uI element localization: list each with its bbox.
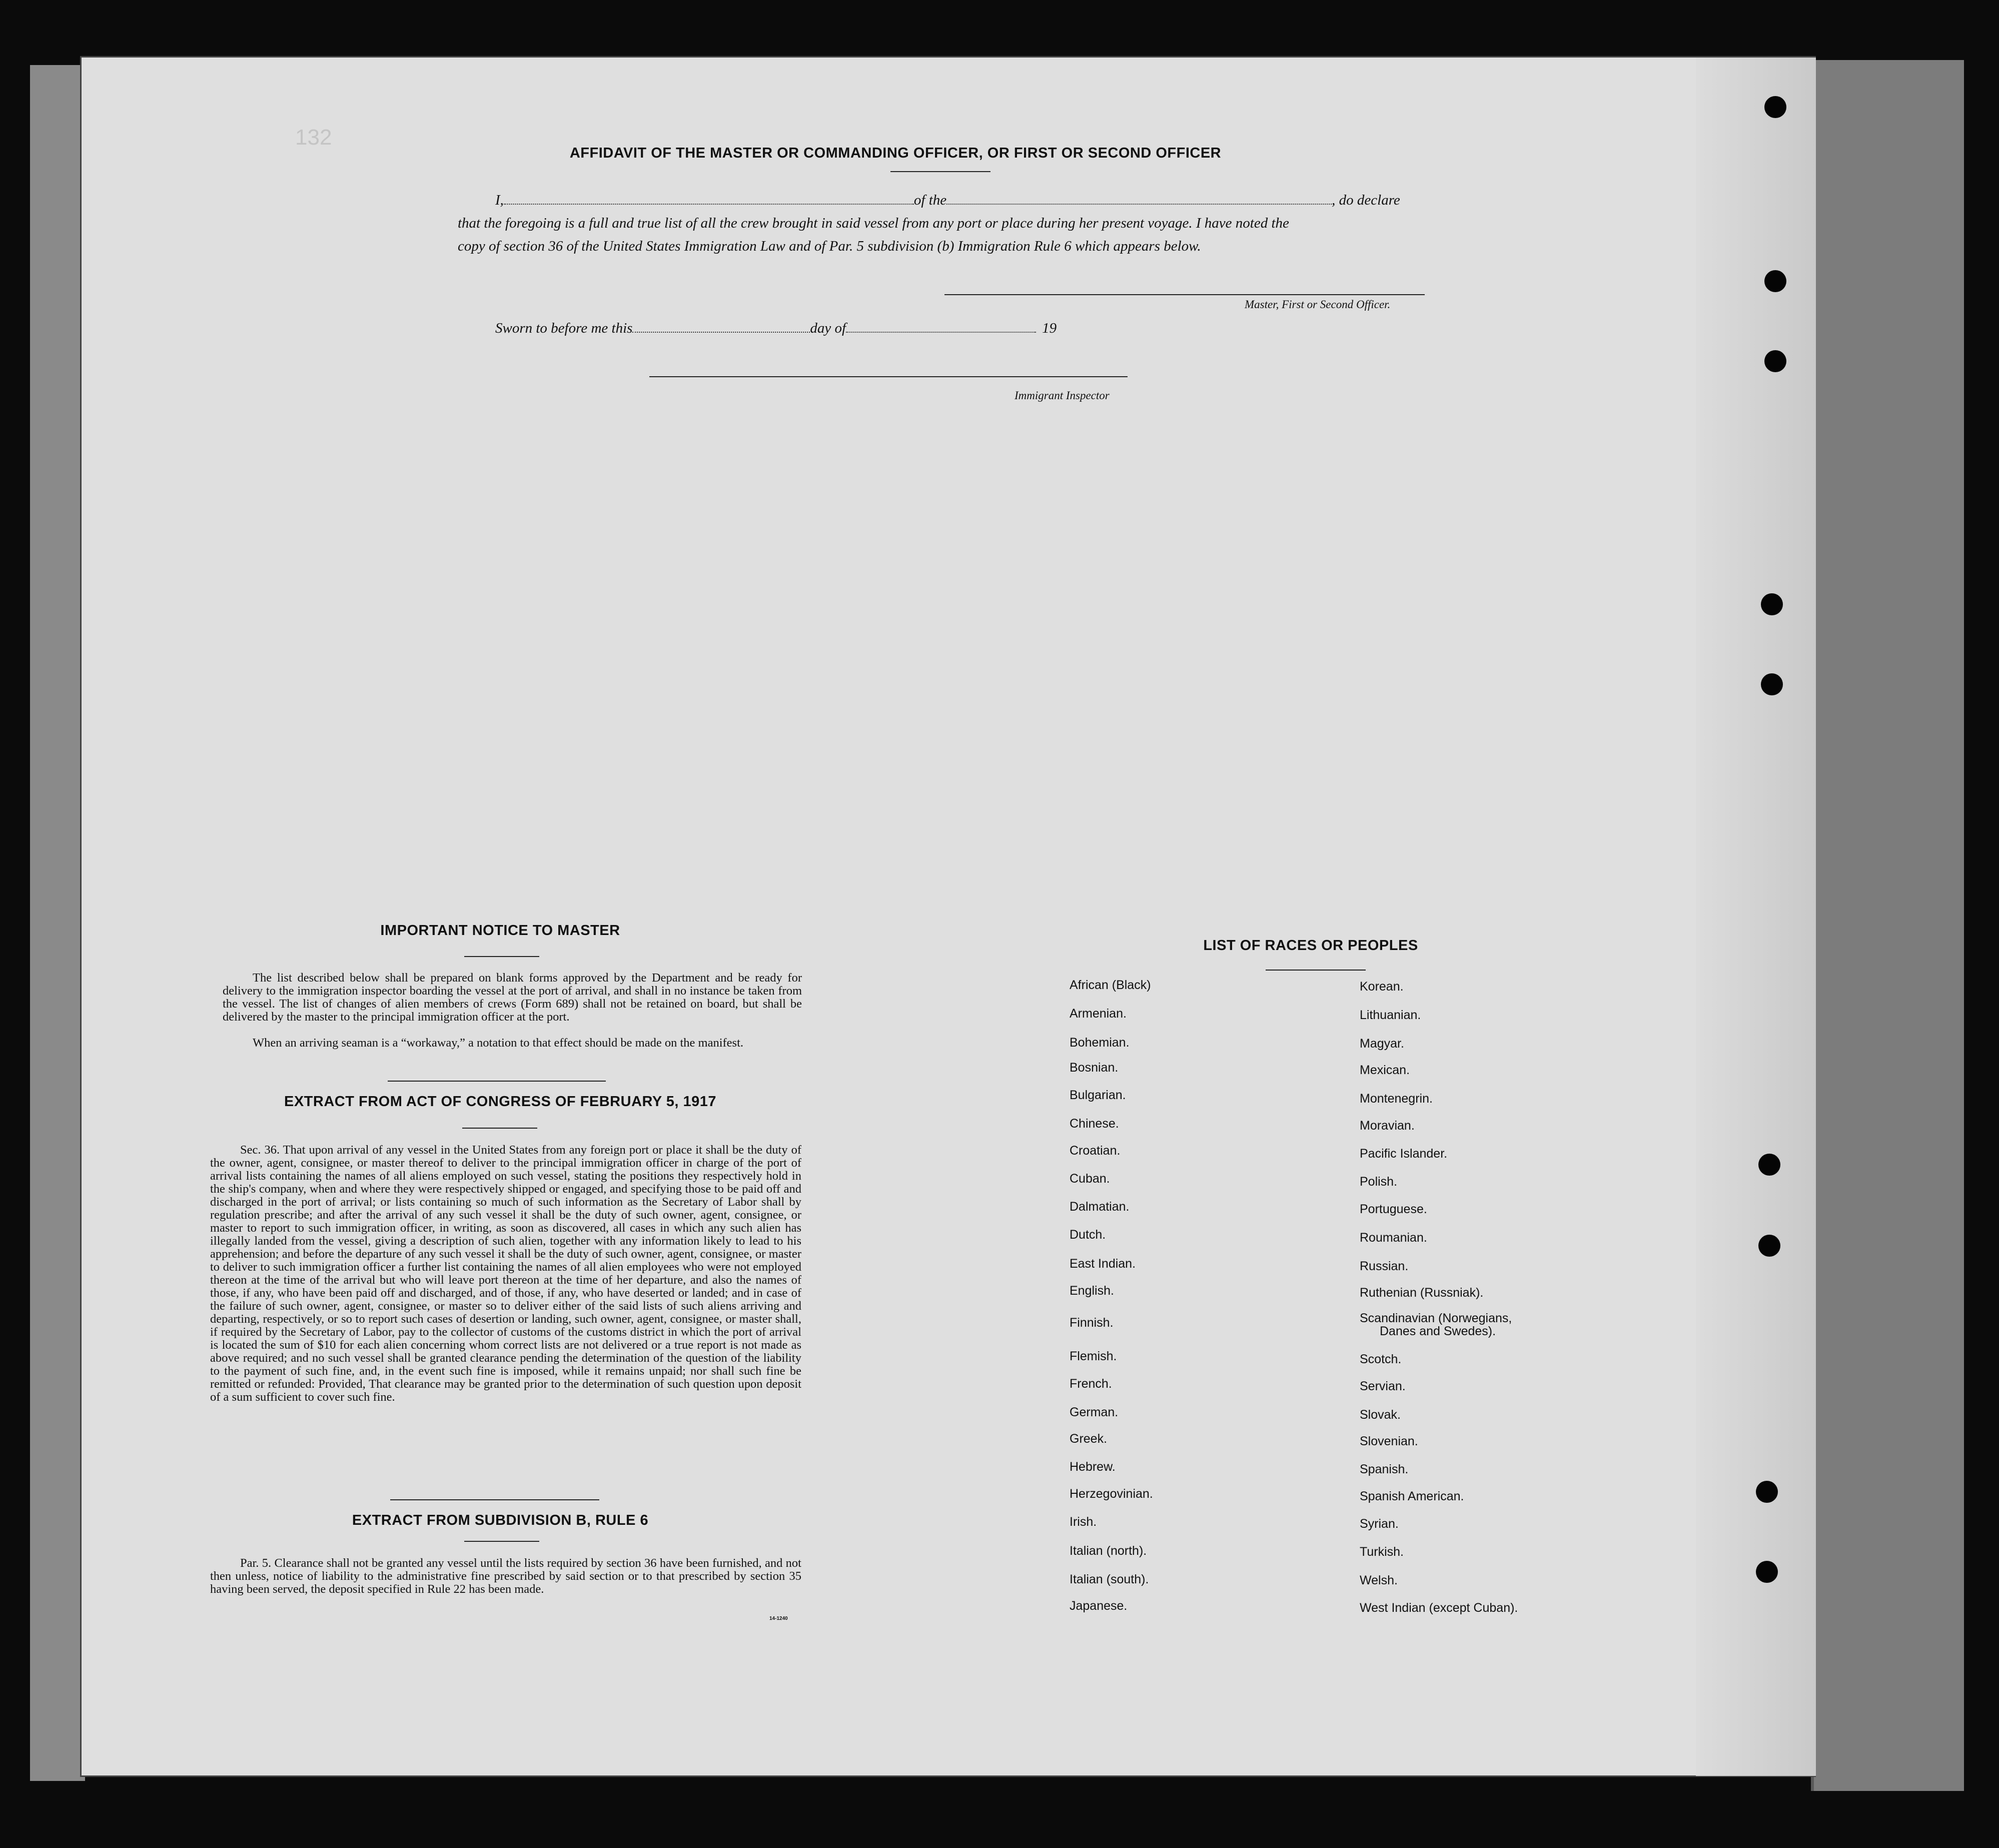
sworn-line [495,317,1057,339]
left-race-item: African (Black) [1070,978,1151,992]
left-race-item: Irish. [1070,1515,1097,1529]
right-race-item: Russian. [1360,1259,1409,1273]
binder-hole [1761,673,1783,695]
divider [462,1128,537,1129]
right-race-item: Syrian. [1360,1517,1399,1531]
underlying-sheet [1811,60,1964,1791]
left-race-item: Armenian. [1070,1007,1127,1021]
divider [1266,970,1366,971]
left-race-item: East Indian. [1070,1257,1136,1271]
right-race-item: Spanish American. [1360,1489,1464,1503]
right-race-item: Polish. [1360,1175,1398,1189]
right-race-item: Moravian. [1360,1119,1415,1133]
master-signature-label: Master, First or Second Officer. [1245,298,1391,311]
binder-hole [1756,1481,1778,1503]
left-race-item: Italian (north). [1070,1544,1147,1558]
left-race-item: Bohemian. [1070,1036,1130,1050]
year-prefix: 19 [1042,320,1057,336]
right-race-item: Ruthenian (Russniak). [1360,1286,1484,1300]
affidavit-of-the-label: of the [913,192,947,208]
bleed-through-page-number: 132 [295,125,332,150]
left-race-item: Cuban. [1070,1172,1110,1186]
left-race-item: Flemish. [1070,1349,1117,1363]
binder-hole [1764,270,1786,292]
left-race-item: Herzegovinian. [1070,1487,1153,1501]
binder-hole [1758,1235,1780,1257]
right-race-item: Slovak. [1360,1408,1401,1422]
right-race-item: Mexican. [1360,1063,1410,1077]
left-race-item: Dalmatian. [1070,1200,1130,1214]
sworn-label: Sworn to before me this [495,320,633,336]
left-race-item: Finnish. [1070,1316,1114,1330]
left-race-item: Hebrew. [1070,1460,1116,1474]
right-race-item: Turkish. [1360,1545,1404,1559]
right-race-item: Magyar. [1360,1037,1404,1051]
form-number: 14-1240 [769,1616,788,1621]
divider [464,1541,539,1542]
right-race-item: Pacific Islander. [1360,1147,1448,1161]
divider [388,1081,606,1082]
divider [890,171,990,172]
binder-hole [1764,96,1786,118]
notice-title: IMPORTANT NOTICE TO MASTER [380,922,620,939]
binder-hole [1758,1154,1780,1176]
notice-paragraph-1: The list described below shall be prepared on blank forms approved by the Department and be ready for delivery to the immigration inspector boarding the vessel at the port of arrival, and shall in no instance be taken from the vessel. The list of changes of alien members of crews (Form 689) shall not be retained on board, but shall be delivered by the master to the principal immigration officer at the port. [223,971,802,1024]
races-title: LIST OF RACES OR PEOPLES [1203,938,1418,954]
sworn-day-field[interactable] [632,321,810,333]
sworn-month-field[interactable] [846,321,1036,333]
affidavit-declare-label: , do declare [1332,192,1400,208]
divider [390,1499,599,1500]
right-race-item: Lithuanian. [1360,1008,1421,1022]
left-race-item: English. [1070,1284,1114,1298]
master-signature-line[interactable] [944,294,1425,295]
page-edge-shading [1696,58,1816,1776]
right-race-item: Spanish. [1360,1462,1409,1476]
right-race-item: Servian. [1360,1379,1406,1393]
left-race-item: Greek. [1070,1432,1108,1446]
extract-rule-title: EXTRACT FROM SUBDIVISION B, RULE 6 [352,1512,649,1528]
right-race-item: Scotch. [1360,1352,1402,1366]
left-race-item: French. [1070,1377,1112,1391]
left-race-item: Bulgarian. [1070,1088,1126,1102]
left-race-item: German. [1070,1405,1119,1419]
affidavit-i-label: I, [495,192,504,208]
left-race-item: Dutch. [1070,1228,1106,1242]
left-race-item: Italian (south). [1070,1572,1149,1586]
right-race-item: Portuguese. [1360,1202,1427,1216]
vessel-name-field[interactable] [946,193,1332,205]
extract-act-title: EXTRACT FROM ACT OF CONGRESS OF FEBRUARY 5, 1917 [284,1094,717,1110]
affidavit-title: AFFIDAVIT OF THE MASTER OR COMMANDING OFFICER, OR FIRST OR SECOND OFFICER [569,145,1222,161]
right-race-item: Welsh. [1360,1573,1398,1587]
left-race-item: Croatian. [1070,1144,1121,1158]
day-of-label: day of [810,320,846,336]
master-name-field[interactable] [504,193,914,205]
left-race-item: Japanese. [1070,1599,1128,1613]
inspector-signature-line[interactable] [649,376,1128,377]
inspector-label: Immigrant Inspector [1015,389,1110,402]
left-race-item: Chinese. [1070,1117,1119,1131]
right-race-item: Scandinavian (Norwegians, [1360,1311,1512,1325]
right-race-item: Roumanian. [1360,1231,1427,1245]
right-race-item: West Indian (except Cuban). [1360,1601,1518,1615]
divider [464,956,539,957]
affidavit-line2: that the foregoing is a full and true list of all the crew brought in said vessel from any port or place during her present voyage. I have noted the [458,215,1289,231]
binder-hole [1761,593,1783,615]
right-race-item: Korean. [1360,980,1404,994]
binder-hole [1756,1561,1778,1583]
section-36-text: Sec. 36. That upon arrival of any vessel in the United States from any foreign port or place it shall be the duty of the owner, agent, consignee, or master thereof to deliver to the principal immigration officer in charge of the port of arrival lists containing the names of all aliens employed on such vessel, stating the positions they respectively hold in the ship's company, when and where they were respectively shipped or engaged, and specifying those to be paid off and discharged in the port of arrival; or lists containing so much of such information as the Secretary of Labor shall by regulation prescribe; and after the arrival of any such vessel it shall be the duty of such owner, agent, consignee, or master to report to such immigration officer, in writing, as soon as discovered, all cases in which any such alien has illegally landed from the vessel, giving a description of such alien, together with any information likely to lead to his apprehension; and before the departure of any such vessel it shall be the duty of such owner, agent, consignee, or master to deliver to such immigration officer a further list containing the names of all alien employees who were not employed thereon at the time of the arrival but who will leave port thereon at the time of her departure, and also the names of those, if any, who have been paid off and discharged, and of those, if any, who have deserted or landed; and in case of the failure of such owner, agent, consignee, or master so to deliver either of the said lists of such aliens arriving and departing, respectively, or so to report such cases of desertion or landing, such owner, agent, consignee, or master shall, if required by the Secretary of Labor, pay to the collector of customs of the customs district in which the port of arrival is located the sum of $10 for each alien concerning whom correct lists are not delivered or a true report is not made as above required; and no such vessel shall be granted clearance pending the determination of the question of the liability to the payment of such fine, and, in the event such fine is imposed, while it remains unpaid; nor shall such fine be remitted or refunded: Provided, That clearance may be granted prior to the determination of such question upon deposit of a sum sufficient to cover such fine. [210,1143,801,1404]
race-scandinavian-continued: Danes and Swedes). [1380,1324,1496,1338]
right-race-item: Montenegrin. [1360,1092,1433,1106]
affidavit-line1 [495,189,1400,211]
par-5-text: Par. 5. Clearance shall not be granted any vessel until the lists required by section 36 have been furnished, and not then unless, notice of liability to the administrative fine prescribed by said section or to that prescribed by section 35 having been served, the deposit specified in Rule 22 has been made. [210,1556,801,1596]
binder-strip [30,65,85,1781]
affidavit-line3: copy of section 36 of the United States Immigration Law and of Par. 5 subdivision (b) Immigration Rule 6 which appears below. [458,238,1201,254]
notice-paragraph-2: When an arriving seaman is a “workaway,” a notation to that effect should be made on the manifest. [253,1036,744,1050]
left-race-item: Bosnian. [1070,1061,1119,1075]
binder-hole [1764,350,1786,372]
right-race-item: Slovenian. [1360,1434,1418,1448]
